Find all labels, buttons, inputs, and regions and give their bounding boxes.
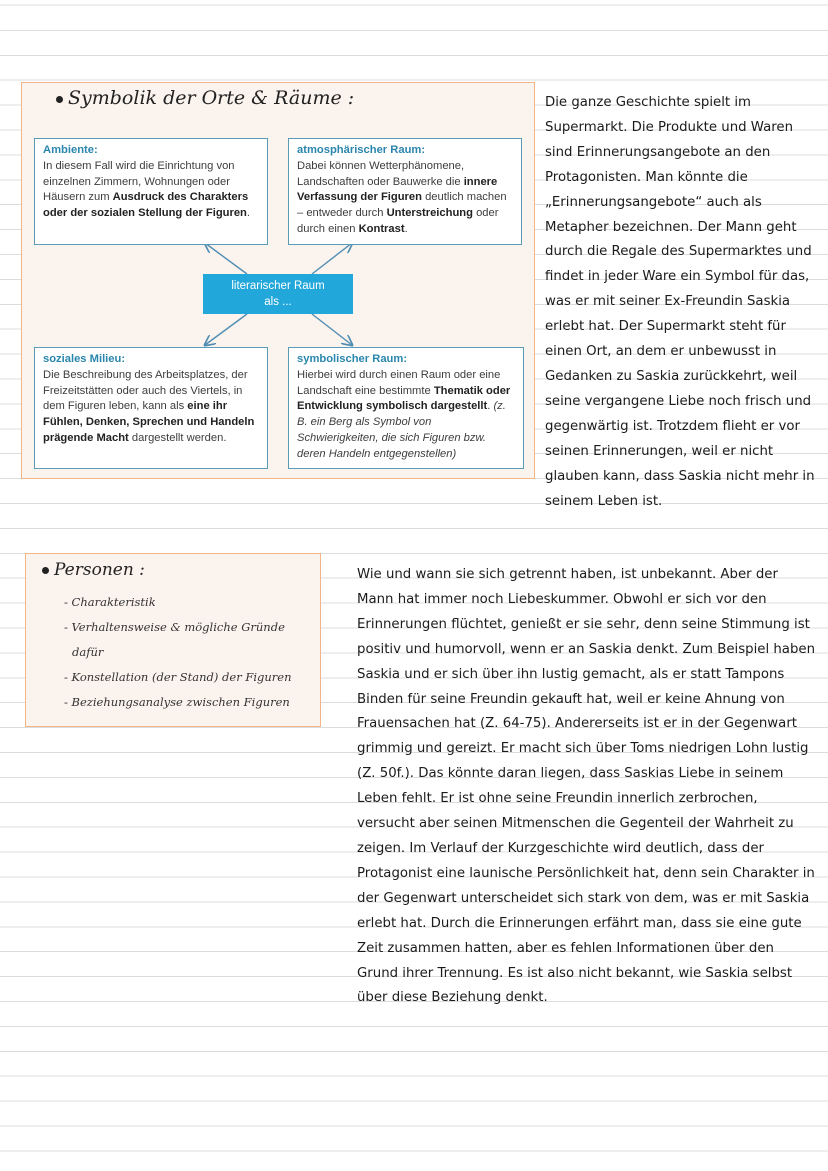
text-right: Die ganze Geschichte spielt im Supermarkt. Die Produkte und Waren sind Erinnerungsangebote an den Protagonisten. Man könnte die „Erinnerungsangebote“ auch als Metapher bezeichnen. Der Mann geht durch die Regale des Supermarktes und findet in jeder Ware ein Symbol für das, was er mit seiner Ex-Freundin Saskia erlebt hat. Der Supermarkt steht für einen Ort, an dem er unbewusst in Gedanken zu Saskia zurückkehrt, weil seine vergangene Liebe noch frisch und gegenwärtig ist. Trotzdem flieht er vor seinen Erinnerungen, weil er nicht glauben kann, dass Saskia nicht mehr in seinem Leben ist.: [545, 95, 815, 509]
atmos-bold-1: innere Verfassung der Figuren: [297, 175, 498, 204]
list-item: - Beziehungsanalyse zwischen Figuren: [64, 694, 290, 709]
milieu-text-end: dargestellt werden.: [128, 431, 227, 444]
milieu-title: soziales Milieu:: [43, 353, 126, 365]
symbol-text-2: .: [487, 400, 494, 413]
text-main: Wie und wann sie sich getrennt haben, ist unbekannt. Aber der Mann hat immer noch Liebeskummer. Obwohl er sich vor den Erinnerungen flüchtet, genießt er sie sehr, denn seine Stimmung ist positiv und humorvoll, wenn er an Saskia denkt. Zum Beispiel haben Saskia und er sich über ihn lustig gemacht, als er statt Tampons Binden für seine Freundin gekauft hat, weil er keine Ahnung von Frauensachen hat (Z. 64-75). Andererseits ist er in der Gegenwart grimmig und gereizt. Er macht sich über Toms niedrigen Lohn lustig (Z. 50f.). Das könnte daran liegen, dass Saskias Liebe in seinem Leben fehlt. Er ist ohne seine Freundin innerlich zerbrochen, versucht aber seinen Mitmenschen die Gegenteil der Wahrheit zu zeigen. Im Verlauf der Kurzgeschichte wird deutlich, dass der Protagonist eine launische Persönlichkeit hat, denn sein Charakter in der Gegenwart unterscheidet sich stark von dem, was er mit Saskia erlebt hat. Durch die Erinnerungen erfährt man, dass sie eine gute Zeit zusammen hatten, aber es fehlen Informationen über den Grund ihrer Trennung. Es ist also nicht bekannt, wie Saskia selbst über diese Beziehung denkt.: [357, 567, 815, 1006]
symbolik-heading-text: Symbolik der Orte & Räume :: [68, 87, 355, 109]
center-line-1: literarischer Raum: [231, 280, 325, 292]
symbol-italic: (z. B. ein Berg als Symbol von Schwierigkeiten, die sich Figuren bzw. deren Handeln entgegenstellen): [297, 400, 506, 460]
atmos-text-2: deutlich machen – entweder durch: [297, 191, 507, 220]
milieu-box: [34, 347, 268, 469]
list-item: - Verhaltensweise & mögliche Gründe: [64, 619, 285, 634]
ambiente-title: Ambiente:: [43, 144, 98, 156]
atmos-box: [288, 138, 522, 245]
ambiente-box: [34, 138, 268, 245]
atmos-bold-3: Kontrast: [358, 222, 405, 235]
ambiente-text: In diesem Fall wird die Einrichtung von einzelnen Zimmern, Wohnungen oder Häusern zum: [43, 159, 235, 204]
atmos-text-3: oder durch einen: [297, 207, 499, 235]
symbol-box: [288, 347, 524, 469]
symbolik-box: [21, 82, 535, 479]
personen-box: [25, 553, 321, 727]
arrow-atmos: [312, 243, 352, 274]
atmos-bold-2: Unterstreichung: [386, 207, 473, 220]
personen-heading-text: Personen :: [54, 560, 145, 580]
center-line-2: als ...: [264, 296, 292, 308]
ambiente-text-end: .: [246, 207, 251, 220]
symbol-text: Hierbei wird durch einen Raum oder eine Landschaft eine bestimmte: [297, 368, 501, 397]
milieu-bold: eine ihr Fühlen, Denken, Sprechen und Handeln prägende Macht: [43, 400, 255, 444]
list-item: dafür: [72, 644, 104, 659]
arrow-symbol: [312, 314, 352, 345]
milieu-text: Die Beschreibung des Arbeitsplatzes, der Freizeitstätten oder auch des Viertels, in dem Figuren leben, kann als: [43, 368, 248, 413]
atmos-title: atmosphärischer Raum:: [297, 144, 426, 156]
atmos-text-end: .: [404, 222, 408, 235]
list-item: - Konstellation (der Stand) der Figuren: [64, 669, 292, 684]
symbol-bold: Thematik oder Entwicklung symbolisch dargestellt: [297, 384, 511, 413]
list-item: - Charakteristik: [64, 595, 156, 609]
ambiente-bold: Ausdruck des Charakters oder der sozialen Stellung der Figuren: [43, 191, 249, 220]
symbol-title: symbolischer Raum:: [297, 353, 408, 365]
arrow-ambiente: [205, 243, 247, 274]
arrow-milieu: [205, 314, 247, 345]
personen-heading: [42, 560, 145, 580]
literarischer-raum-box: [203, 274, 353, 314]
bullet-icon: [42, 567, 49, 574]
atmos-text: Dabei können Wetterphänomene, Landschaften oder Bauwerke die: [297, 159, 465, 188]
personen-list: [64, 590, 292, 715]
